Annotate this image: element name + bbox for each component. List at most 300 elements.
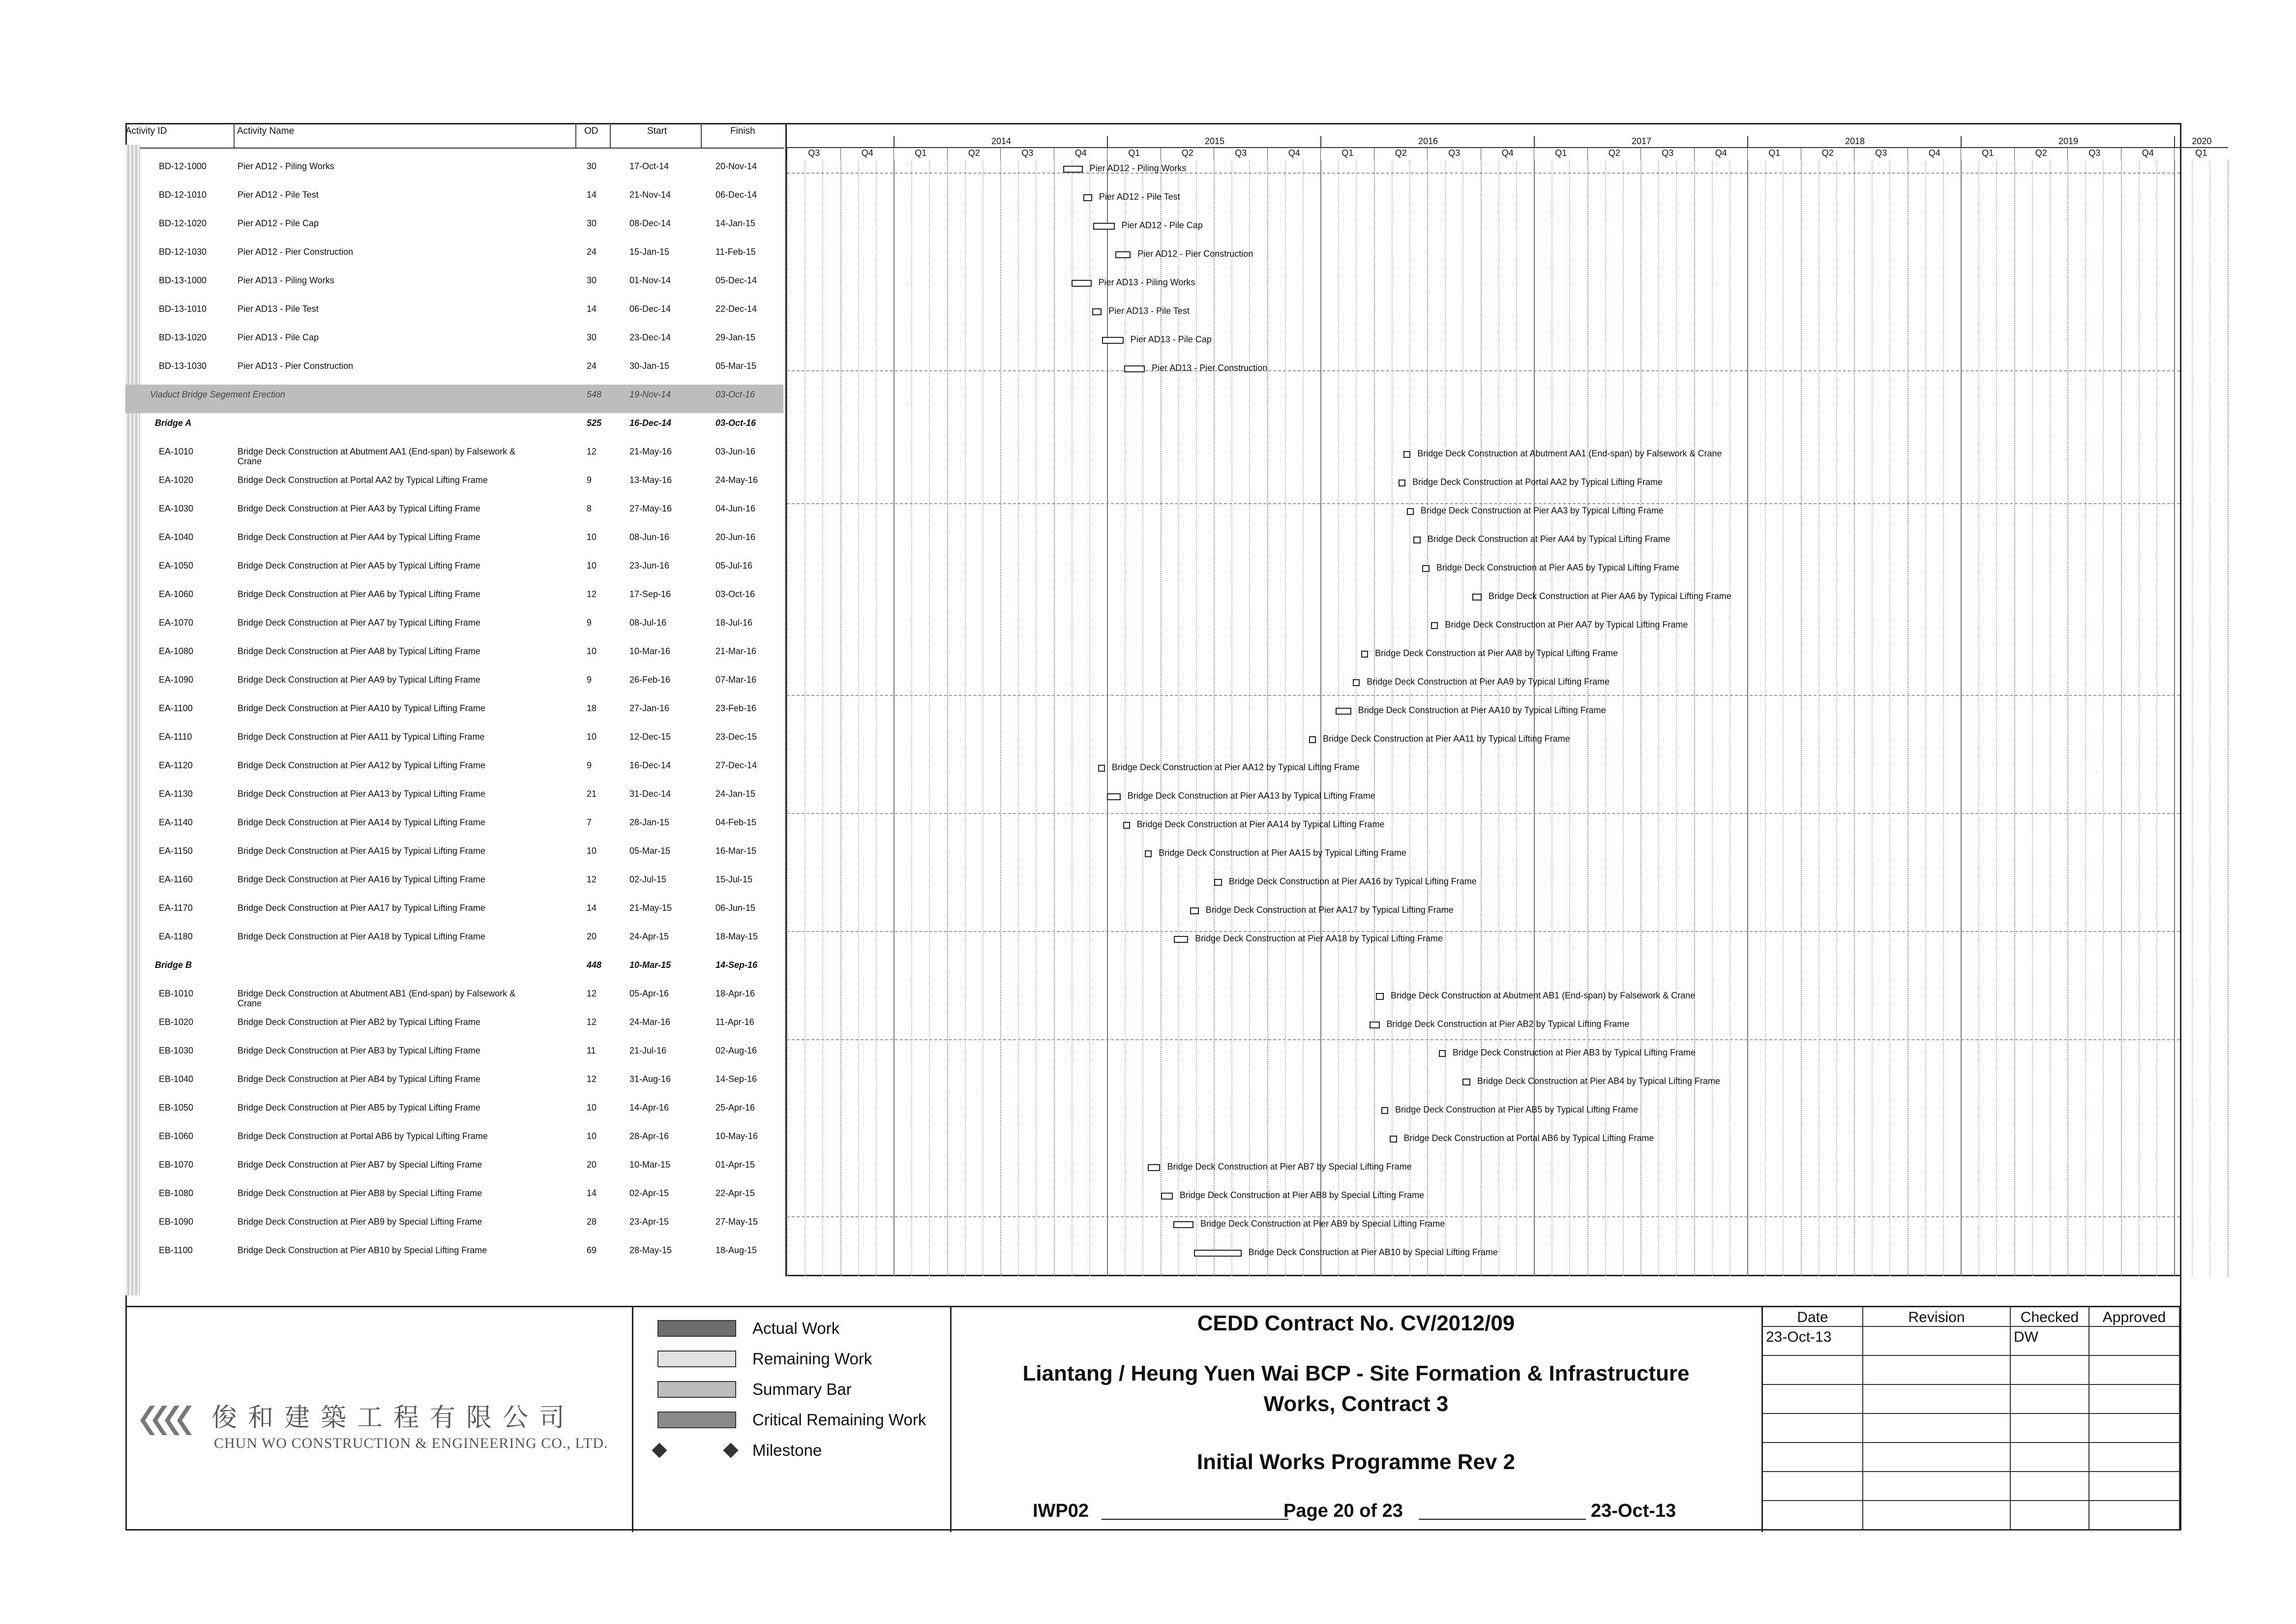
revision-cell bbox=[1863, 1501, 2011, 1530]
table-row[interactable] bbox=[125, 698, 783, 727]
grid-line bbox=[1231, 160, 1232, 1276]
finish-date: 10-May-16 bbox=[716, 1131, 758, 1141]
col-divider bbox=[575, 123, 576, 148]
revision-header: Date bbox=[1763, 1307, 1863, 1327]
legend-milestone: Milestone bbox=[752, 1441, 822, 1459]
revision-table bbox=[1763, 1307, 2180, 1532]
band-line bbox=[787, 931, 2180, 932]
start-date: 30-Jan-15 bbox=[629, 361, 670, 371]
finish-date: 06-Jun-15 bbox=[716, 903, 756, 913]
activity-bar[interactable] bbox=[1107, 793, 1121, 800]
start-date: 08-Jun-16 bbox=[629, 532, 670, 542]
activity-name: Bridge Deck Construction at Pier AB7 by Special Lifting Frame bbox=[238, 1160, 482, 1170]
grid-line bbox=[2014, 160, 2015, 1276]
activity-id: BD-13-1000 bbox=[159, 275, 207, 285]
activity-bar[interactable] bbox=[1115, 251, 1131, 258]
quarter-label: Q2 bbox=[2014, 147, 2068, 160]
bar-label: Bridge Deck Construction at Pier AA9 by Typical Lifting Frame bbox=[1367, 677, 1610, 687]
band-line bbox=[787, 173, 2180, 174]
quarter-label: Q3 bbox=[787, 147, 841, 160]
activity-bar[interactable] bbox=[1439, 1050, 1446, 1057]
start-date: 02-Apr-15 bbox=[629, 1188, 669, 1198]
bar-label: Pier AD13 - Pier Construction bbox=[1152, 363, 1268, 373]
revision-cell bbox=[2089, 1501, 2180, 1530]
start-date: 17-Sep-16 bbox=[629, 589, 671, 599]
activity-bar[interactable] bbox=[1413, 537, 1420, 543]
activity-bar[interactable] bbox=[1462, 1079, 1470, 1085]
activity-name: Bridge Deck Construction at Pier AA5 by Typical Lifting Frame bbox=[238, 561, 480, 571]
activity-bar[interactable] bbox=[1309, 736, 1316, 743]
start-date: 13-May-16 bbox=[629, 475, 672, 485]
revision-cell bbox=[1763, 1501, 1863, 1530]
start-date: 08-Dec-14 bbox=[629, 218, 671, 228]
activity-bar[interactable] bbox=[1399, 480, 1405, 486]
activity-bar[interactable] bbox=[1173, 1221, 1193, 1228]
table-row[interactable] bbox=[125, 213, 783, 242]
activity-name: Bridge Deck Construction at Pier AA12 by Typical Lifting Frame bbox=[238, 760, 485, 770]
finish-date: 18-May-15 bbox=[716, 932, 758, 941]
grid-line bbox=[1801, 160, 1802, 1276]
quarter-label: Q2 bbox=[1801, 147, 1855, 160]
quarter-label: Q4 bbox=[1054, 147, 1108, 160]
grid-line bbox=[1249, 160, 1250, 1276]
activity-id: EB-1040 bbox=[159, 1074, 194, 1084]
activity-bar[interactable] bbox=[1376, 993, 1384, 1000]
legend-summary-bar: Summary Bar bbox=[752, 1380, 852, 1398]
table-row[interactable] bbox=[125, 898, 783, 927]
grid-line bbox=[1889, 160, 1890, 1276]
original-duration: 14 bbox=[587, 304, 597, 314]
activity-id: EB-1020 bbox=[159, 1017, 194, 1027]
original-duration: 12 bbox=[587, 1074, 597, 1084]
grid-line bbox=[2085, 160, 2086, 1276]
original-duration: 30 bbox=[587, 218, 597, 228]
activity-name: Bridge Deck Construction at Abutment AA1 (End-span) by Falsework & bbox=[238, 447, 516, 456]
finish-date: 14-Sep-16 bbox=[716, 1074, 757, 1084]
grid-line bbox=[983, 160, 984, 1276]
activity-bar[interactable] bbox=[1390, 1136, 1397, 1143]
table-row[interactable] bbox=[125, 1012, 783, 1041]
finish-date: 03-Oct-16 bbox=[716, 418, 756, 428]
bar-label: Bridge Deck Construction at Pier AA14 by Typical Lifting Frame bbox=[1136, 819, 1385, 829]
activity-bar[interactable] bbox=[1472, 594, 1482, 601]
table-row[interactable] bbox=[125, 271, 783, 299]
activity-name: Pier AD13 - Pier Construction bbox=[238, 361, 354, 371]
activity-bar[interactable] bbox=[1431, 622, 1438, 629]
grid-line bbox=[1640, 160, 1641, 1276]
start-date: 08-Jul-16 bbox=[629, 618, 667, 628]
activity-bar[interactable] bbox=[1370, 1022, 1379, 1028]
revision-header: Approved bbox=[2089, 1307, 2180, 1327]
revision-cell bbox=[1763, 1385, 1863, 1414]
table-row[interactable] bbox=[125, 156, 783, 185]
activity-id: EA-1150 bbox=[159, 846, 193, 856]
grid-line bbox=[1765, 160, 1766, 1276]
grid-line bbox=[1000, 160, 1001, 1276]
grid-line bbox=[1872, 160, 1873, 1276]
table-row[interactable] bbox=[125, 755, 783, 784]
original-duration: 30 bbox=[587, 332, 597, 342]
finish-date: 18-Apr-16 bbox=[716, 989, 755, 998]
finish-date: 07-Mar-16 bbox=[716, 675, 757, 685]
gantt-chart bbox=[785, 123, 2212, 1276]
original-duration: 9 bbox=[587, 760, 592, 770]
activity-bar[interactable] bbox=[1083, 194, 1092, 201]
revision-cell bbox=[1863, 1356, 2011, 1385]
grid-line bbox=[894, 160, 895, 1276]
revision-cell bbox=[2011, 1472, 2089, 1501]
original-duration: 10 bbox=[587, 646, 597, 656]
bar-label: Pier AD13 - Pile Test bbox=[1108, 306, 1190, 316]
table-row[interactable] bbox=[125, 641, 783, 670]
activity-bar[interactable] bbox=[1123, 822, 1130, 829]
start-date: 12-Dec-15 bbox=[629, 732, 671, 742]
table-row[interactable] bbox=[125, 1240, 783, 1269]
revision-cell bbox=[2089, 1443, 2180, 1472]
activity-bar[interactable] bbox=[1194, 1250, 1241, 1257]
grid-line bbox=[1285, 160, 1286, 1276]
activity-bar[interactable] bbox=[1336, 708, 1351, 715]
start-date: 21-Nov-14 bbox=[629, 190, 671, 200]
legend-actual-work: Actual Work bbox=[752, 1319, 840, 1337]
activity-bar[interactable] bbox=[1381, 1107, 1388, 1114]
revision-cell bbox=[1763, 1414, 1863, 1443]
grid-line bbox=[1267, 160, 1268, 1276]
activity-bar[interactable] bbox=[1161, 1193, 1173, 1200]
quarter-label: Q2 bbox=[1161, 147, 1215, 160]
start-date: 17-Oct-14 bbox=[629, 161, 669, 171]
grid-line bbox=[1996, 160, 1997, 1276]
quarter-label: Q3 bbox=[1427, 147, 1481, 160]
table-row[interactable] bbox=[125, 927, 783, 955]
table-row[interactable] bbox=[125, 812, 783, 841]
activity-bar[interactable] bbox=[1093, 223, 1114, 230]
project-title-line1: Liantang / Heung Yuen Wai BCP - Site Formation & Infrastructure bbox=[1022, 1361, 1690, 1385]
grid-line bbox=[1374, 160, 1375, 1276]
original-duration: 24 bbox=[587, 361, 597, 371]
year-label: 2020 bbox=[2174, 136, 2229, 147]
bar-label: Bridge Deck Construction at Pier AB5 by Typical Lifting Frame bbox=[1395, 1105, 1639, 1114]
col-header-finish: Finish bbox=[730, 126, 770, 149]
table-row[interactable] bbox=[125, 1183, 783, 1212]
table-row[interactable] bbox=[125, 499, 783, 527]
activity-id: EB-1050 bbox=[159, 1103, 194, 1113]
finish-date: 04-Jun-16 bbox=[716, 504, 756, 513]
grid-line bbox=[929, 160, 930, 1276]
activity-id: EA-1100 bbox=[159, 703, 193, 713]
activity-id: BD-12-1010 bbox=[159, 190, 207, 200]
start-date: 21-Jul-16 bbox=[629, 1046, 667, 1055]
table-header-rule bbox=[125, 148, 784, 149]
activity-name: Bridge Deck Construction at Pier AB2 by Typical Lifting Frame bbox=[238, 1017, 480, 1027]
activity-bar[interactable] bbox=[1124, 365, 1145, 372]
table-row[interactable] bbox=[125, 356, 783, 385]
grid-line bbox=[2228, 160, 2229, 1276]
quarter-label: Q1 bbox=[1534, 147, 1588, 160]
bar-label: Bridge Deck Construction at Pier AA7 by Typical Lifting Frame bbox=[1445, 620, 1688, 630]
col-header-od: OD bbox=[584, 126, 604, 149]
finish-date: 21-Mar-16 bbox=[716, 646, 757, 656]
activity-name: Bridge Deck Construction at Pier AA18 by Typical Lifting Frame bbox=[238, 932, 485, 941]
revision-header: Checked bbox=[2011, 1307, 2089, 1327]
grid-line bbox=[911, 160, 912, 1276]
activity-id: EA-1160 bbox=[159, 874, 193, 884]
grid-line bbox=[1018, 160, 1019, 1276]
original-duration: 10 bbox=[587, 1103, 597, 1113]
activity-bar[interactable] bbox=[1098, 765, 1105, 772]
table-row[interactable] bbox=[125, 670, 783, 698]
bar-label: Bridge Deck Construction at Pier AA16 by Typical Lifting Frame bbox=[1228, 876, 1477, 886]
activity-name: Bridge B bbox=[155, 960, 192, 970]
page-number: Page 20 of 23 bbox=[1283, 1501, 1403, 1521]
activity-name: Bridge Deck Construction at Pier AA6 by Typical Lifting Frame bbox=[238, 589, 480, 599]
quarter-label: Q4 bbox=[1694, 147, 1748, 160]
wbs-group-row[interactable] bbox=[125, 955, 783, 984]
activity-name: Bridge Deck Construction at Pier AA10 by Typical Lifting Frame bbox=[238, 703, 485, 713]
legend-swatch-remaining bbox=[657, 1351, 736, 1367]
grid-line bbox=[1943, 160, 1944, 1276]
start-date: 10-Mar-16 bbox=[629, 646, 671, 656]
start-date: 28-May-15 bbox=[629, 1245, 672, 1255]
activity-id: EA-1140 bbox=[159, 817, 193, 827]
start-date: 24-Mar-16 bbox=[629, 1017, 671, 1027]
activity-name: Bridge Deck Construction at Pier AA16 by Typical Lifting Frame bbox=[238, 874, 485, 884]
activity-bar[interactable] bbox=[1353, 679, 1360, 686]
activity-id: BD-13-1010 bbox=[159, 304, 207, 314]
table-row[interactable] bbox=[125, 984, 783, 1012]
table-row[interactable] bbox=[125, 470, 783, 499]
table-row[interactable] bbox=[125, 727, 783, 755]
table-row[interactable] bbox=[125, 1126, 783, 1155]
wbs-summary-row[interactable] bbox=[125, 385, 783, 413]
quarter-label: Q2 bbox=[947, 147, 1001, 160]
finish-date: 20-Nov-14 bbox=[716, 161, 757, 171]
activity-id: EB-1060 bbox=[159, 1131, 194, 1141]
revision-cell bbox=[2011, 1356, 2089, 1385]
activity-bar[interactable] bbox=[1403, 451, 1410, 458]
start-date: 01-Nov-14 bbox=[629, 275, 671, 285]
quarter-label: Q4 bbox=[840, 147, 895, 160]
activity-bar[interactable] bbox=[1145, 850, 1152, 857]
activity-bar[interactable] bbox=[1422, 565, 1429, 572]
start-date: 02-Jul-15 bbox=[629, 874, 667, 884]
bar-label: Bridge Deck Construction at Pier AA10 by Typical Lifting Frame bbox=[1358, 705, 1606, 715]
finish-date: 22-Dec-14 bbox=[716, 304, 757, 314]
col-divider bbox=[701, 123, 702, 148]
start-date: 10-Mar-15 bbox=[629, 960, 671, 970]
year-label: 2017 bbox=[1534, 136, 1748, 147]
activity-id: EA-1030 bbox=[159, 504, 194, 513]
start-date: 15-Jan-15 bbox=[629, 247, 670, 257]
grid-line bbox=[1320, 160, 1321, 1276]
activity-name: Bridge Deck Construction at Portal AB6 by Typical Lifting Frame bbox=[238, 1131, 488, 1141]
grid-line bbox=[1978, 160, 1979, 1276]
bar-label: Bridge Deck Construction at Pier AA4 by Typical Lifting Frame bbox=[1427, 534, 1670, 544]
activity-bar[interactable] bbox=[1102, 337, 1123, 344]
legend-swatch-summary bbox=[657, 1381, 736, 1398]
original-duration: 69 bbox=[587, 1245, 597, 1255]
grid-line bbox=[1178, 160, 1179, 1276]
original-duration: 14 bbox=[587, 903, 597, 913]
quarter-label: Q3 bbox=[1000, 147, 1054, 160]
activity-id: EB-1100 bbox=[159, 1245, 193, 1255]
original-duration: 12 bbox=[587, 1017, 597, 1027]
original-duration: 30 bbox=[587, 161, 597, 171]
finish-date: 27-May-15 bbox=[716, 1217, 758, 1227]
bar-label: Bridge Deck Construction at Pier AB3 by Typical Lifting Frame bbox=[1453, 1048, 1696, 1057]
table-row[interactable] bbox=[125, 299, 783, 328]
finish-date: 18-Aug-15 bbox=[716, 1245, 757, 1255]
revision-cell bbox=[2089, 1472, 2180, 1501]
finish-date: 20-Jun-16 bbox=[716, 532, 756, 542]
revision-cell bbox=[2011, 1443, 2089, 1472]
activity-id: EA-1060 bbox=[159, 589, 194, 599]
table-row[interactable] bbox=[125, 442, 783, 470]
table-row[interactable] bbox=[125, 556, 783, 584]
table-row[interactable] bbox=[125, 870, 783, 898]
original-duration: 548 bbox=[587, 390, 602, 399]
revision-cell: 23-Oct-13 bbox=[1763, 1327, 1863, 1356]
page-line bbox=[1419, 1519, 1586, 1520]
col-divider bbox=[610, 123, 611, 148]
band-line bbox=[787, 503, 2180, 504]
grid-line bbox=[1142, 160, 1143, 1276]
original-duration: 448 bbox=[587, 960, 602, 970]
grid-line bbox=[822, 160, 823, 1276]
table-row[interactable] bbox=[125, 527, 783, 556]
table-row[interactable] bbox=[125, 584, 783, 613]
grid-line bbox=[1747, 160, 1748, 1276]
legend-swatch-actual bbox=[657, 1320, 736, 1337]
table-row[interactable] bbox=[125, 328, 783, 356]
revision-cell bbox=[1863, 1443, 2011, 1472]
finish-date: 25-Apr-16 bbox=[716, 1103, 755, 1113]
grid-line bbox=[1783, 160, 1784, 1276]
col-header-id: Activity ID bbox=[125, 126, 234, 149]
table-row[interactable] bbox=[125, 841, 783, 870]
bar-label: Bridge Deck Construction at Pier AA3 by Typical Lifting Frame bbox=[1421, 506, 1664, 515]
activity-bar[interactable] bbox=[1407, 508, 1414, 515]
grid-line bbox=[1089, 160, 1090, 1276]
table-row[interactable] bbox=[125, 613, 783, 641]
legend-milestone-icon bbox=[723, 1443, 738, 1458]
programme-title: Initial Works Programme Rev 2 bbox=[1196, 1450, 1516, 1474]
start-date: 23-Dec-14 bbox=[629, 332, 671, 342]
grid-line bbox=[2032, 160, 2033, 1276]
year-label: 2018 bbox=[1747, 136, 1962, 147]
band-line bbox=[787, 1039, 2180, 1040]
quarter-label: Q4 bbox=[2121, 147, 2175, 160]
bar-label: Pier AD13 - Piling Works bbox=[1098, 277, 1195, 287]
grid-line bbox=[947, 160, 948, 1276]
grid-line bbox=[2174, 160, 2175, 1276]
activity-bar[interactable] bbox=[1190, 907, 1199, 914]
grid-line bbox=[1036, 160, 1037, 1276]
finish-date: 03-Oct-16 bbox=[716, 589, 755, 599]
year-label: 2014 bbox=[894, 136, 1108, 147]
activity-name: Pier AD12 - Pile Test bbox=[238, 190, 319, 200]
original-duration: 10 bbox=[587, 846, 597, 856]
legend-swatch-critical bbox=[657, 1412, 736, 1428]
activity-bar[interactable] bbox=[1174, 936, 1188, 943]
activity-name-cont: Crane bbox=[238, 998, 262, 1008]
activity-id: EB-1080 bbox=[159, 1188, 194, 1198]
activity-bar[interactable] bbox=[1072, 280, 1092, 287]
activity-name: Pier AD13 - Pile Test bbox=[238, 304, 319, 314]
activity-name: Bridge Deck Construction at Abutment AB1 (End-span) by Falsework & bbox=[238, 989, 516, 998]
finish-date: 05-Dec-14 bbox=[716, 275, 757, 285]
revision-cell bbox=[1863, 1414, 2011, 1443]
start-date: 19-Nov-14 bbox=[629, 390, 671, 399]
original-duration: 12 bbox=[587, 874, 597, 884]
grid-line bbox=[1214, 160, 1215, 1276]
grid-line bbox=[1072, 160, 1073, 1276]
title-block bbox=[125, 1306, 2181, 1532]
grid-line bbox=[2121, 160, 2122, 1276]
bar-label: Pier AD12 - Pier Construction bbox=[1137, 249, 1253, 259]
activity-bar[interactable] bbox=[1148, 1164, 1160, 1171]
grid-line bbox=[2067, 160, 2068, 1276]
table-row[interactable] bbox=[125, 242, 783, 271]
table-row[interactable] bbox=[125, 784, 783, 812]
grid-line bbox=[1836, 160, 1837, 1276]
finish-date: 29-Jan-15 bbox=[716, 332, 756, 342]
table-row[interactable] bbox=[125, 1212, 783, 1240]
bar-label: Bridge Deck Construction at Pier AB2 by Typical Lifting Frame bbox=[1386, 1019, 1630, 1029]
original-duration: 10 bbox=[587, 532, 597, 542]
table-row[interactable] bbox=[125, 1041, 783, 1069]
original-duration: 21 bbox=[587, 789, 597, 799]
grid-line bbox=[1392, 160, 1393, 1276]
original-duration: 9 bbox=[587, 475, 592, 485]
start-date: 31-Dec-14 bbox=[629, 789, 671, 799]
activity-id: EB-1090 bbox=[159, 1217, 194, 1227]
original-duration: 9 bbox=[587, 675, 592, 685]
activity-bar[interactable] bbox=[1361, 651, 1368, 658]
activity-bar[interactable] bbox=[1063, 166, 1083, 173]
activity-name: Bridge Deck Construction at Pier AA11 by Typical Lifting Frame bbox=[238, 732, 485, 742]
grid-line bbox=[1196, 160, 1197, 1276]
quarter-label: Q3 bbox=[1640, 147, 1695, 160]
finish-date: 05-Mar-15 bbox=[716, 361, 757, 371]
table-row[interactable] bbox=[125, 185, 783, 213]
finish-date: 16-Mar-15 bbox=[716, 846, 757, 856]
original-duration: 12 bbox=[587, 447, 597, 456]
table-row[interactable] bbox=[125, 1155, 783, 1183]
revision-header: Revision bbox=[1863, 1307, 2011, 1327]
activity-name: Bridge Deck Construction at Portal AA2 by Typical Lifting Frame bbox=[238, 475, 488, 485]
bar-label: Pier AD12 - Piling Works bbox=[1089, 163, 1187, 173]
grid-line bbox=[1054, 160, 1055, 1276]
start-date: 16-Dec-14 bbox=[629, 418, 672, 428]
bar-label: Bridge Deck Construction at Portal AA2 by Typical Lifting Frame bbox=[1412, 477, 1663, 487]
doc-date: 23-Oct-13 bbox=[1591, 1501, 1676, 1521]
grid-line bbox=[787, 160, 788, 1276]
table-row[interactable] bbox=[125, 1098, 783, 1126]
activity-id: EA-1180 bbox=[159, 932, 193, 941]
quarter-label: Q1 bbox=[1107, 147, 1161, 160]
finish-date: 14-Sep-16 bbox=[716, 960, 758, 970]
activity-bar[interactable] bbox=[1092, 308, 1102, 315]
activity-name-cont: Crane bbox=[238, 456, 262, 466]
wbs-group-row[interactable] bbox=[125, 413, 783, 442]
activity-bar[interactable] bbox=[1214, 879, 1222, 886]
table-row[interactable] bbox=[125, 1069, 783, 1098]
original-duration: 10 bbox=[587, 561, 597, 571]
grid-line bbox=[1125, 160, 1126, 1276]
finish-date: 14-Jan-15 bbox=[716, 218, 756, 228]
activity-id: EB-1030 bbox=[159, 1046, 194, 1055]
